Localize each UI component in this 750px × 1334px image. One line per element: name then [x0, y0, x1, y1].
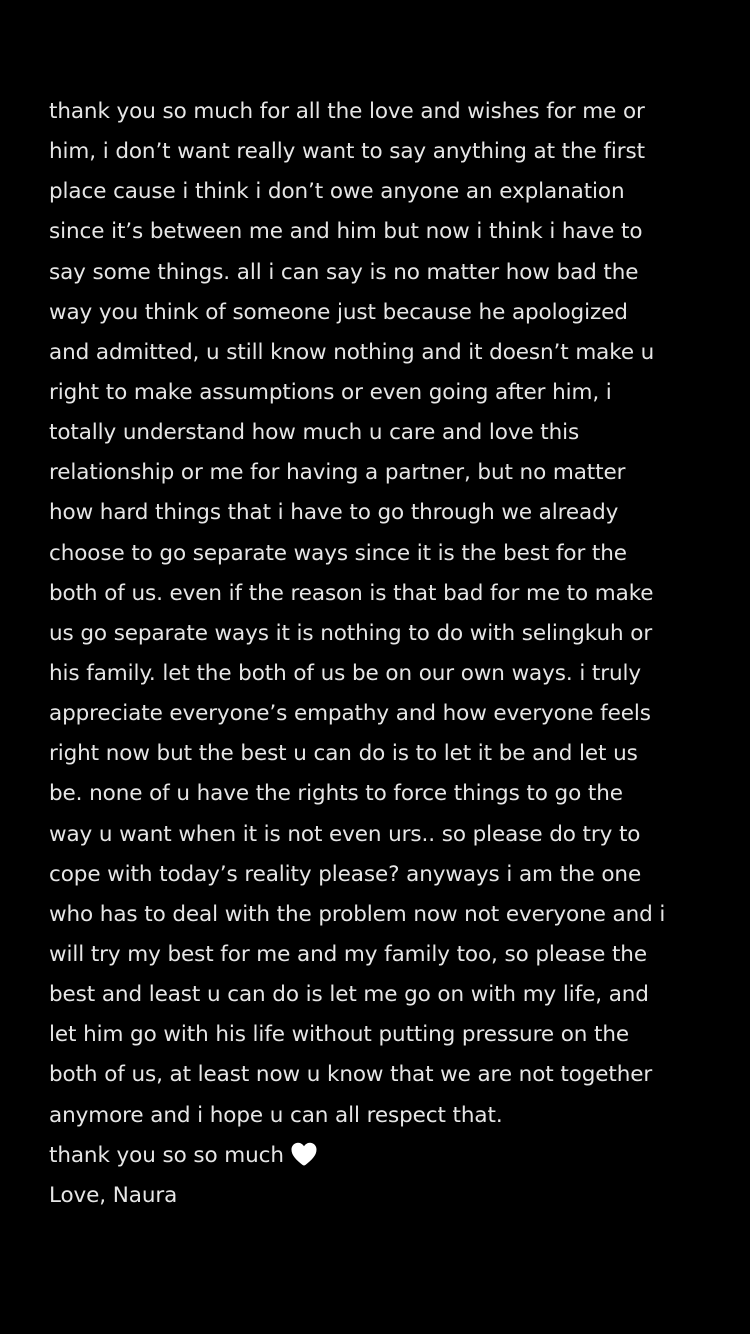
story-text-line: relationship or me for having a partner, but no matter	[49, 460, 626, 486]
signature: Love, Naura	[49, 1182, 178, 1208]
white-heart-icon	[290, 1141, 318, 1167]
story-text-line: place cause i think i don’t owe anyone an explanation	[49, 179, 625, 205]
story-text-block	[49, 92, 729, 1216]
story-text-line: way you think of someone just because he apologized	[49, 299, 628, 325]
story-text-line: how hard things that i have to go through we already	[49, 500, 619, 526]
story-text-line: and admitted, u still know nothing and it doesn’t make u	[49, 339, 655, 365]
story-text-line: who has to deal with the problem now not everyone and i	[49, 901, 666, 927]
story-text-line: us go separate ways it is nothing to do with selingkuh or	[49, 620, 653, 646]
story-text-line: right to make assumptions or even going after him, i	[49, 379, 612, 405]
story-text-line: anymore and i hope u can all respect that.	[49, 1102, 503, 1128]
story-text-line: his family. let the both of us be on our own ways. i truly	[49, 660, 642, 686]
story-text-line: appreciate everyone’s empathy and how everyone feels	[49, 701, 651, 727]
story-text-line: be. none of u have the rights to force things to go the	[49, 781, 623, 807]
closing-line	[49, 1136, 729, 1176]
story-text-line: best and least u can do is let me go on with my life, and	[49, 982, 649, 1008]
story-text-line: since it’s between me and him but now i think i have to	[49, 219, 643, 245]
story-text-line: thank you so much for all the love and wishes for me or	[49, 99, 645, 124]
closing-text: thank you so so much	[49, 1142, 284, 1168]
story-text-line: totally understand how much u care and love this	[49, 420, 580, 446]
story-text-line: let him go with his life without putting pressure on the	[49, 1022, 630, 1048]
story-text-line: both of us. even if the reason is that bad for me to make	[49, 580, 654, 606]
story-text-line: both of us, at least now u know that we are not together	[49, 1062, 653, 1088]
story-text-line: choose to go separate ways since it is the best for the	[49, 540, 627, 566]
story-text-line: way u want when it is not even urs.. so please do try to	[49, 821, 641, 847]
story-text-line: cope with today’s reality please? anyways i am the one	[49, 861, 642, 887]
story-text-line: him, i don’t want really want to say anything at the first	[49, 139, 645, 165]
story-text-line: say some things. all i can say is no matter how bad the	[49, 259, 639, 285]
story-text-line: will try my best for me and my family too, so please the	[49, 941, 647, 967]
story-text-line: right now but the best u can do is to let it be and let us	[49, 741, 638, 767]
